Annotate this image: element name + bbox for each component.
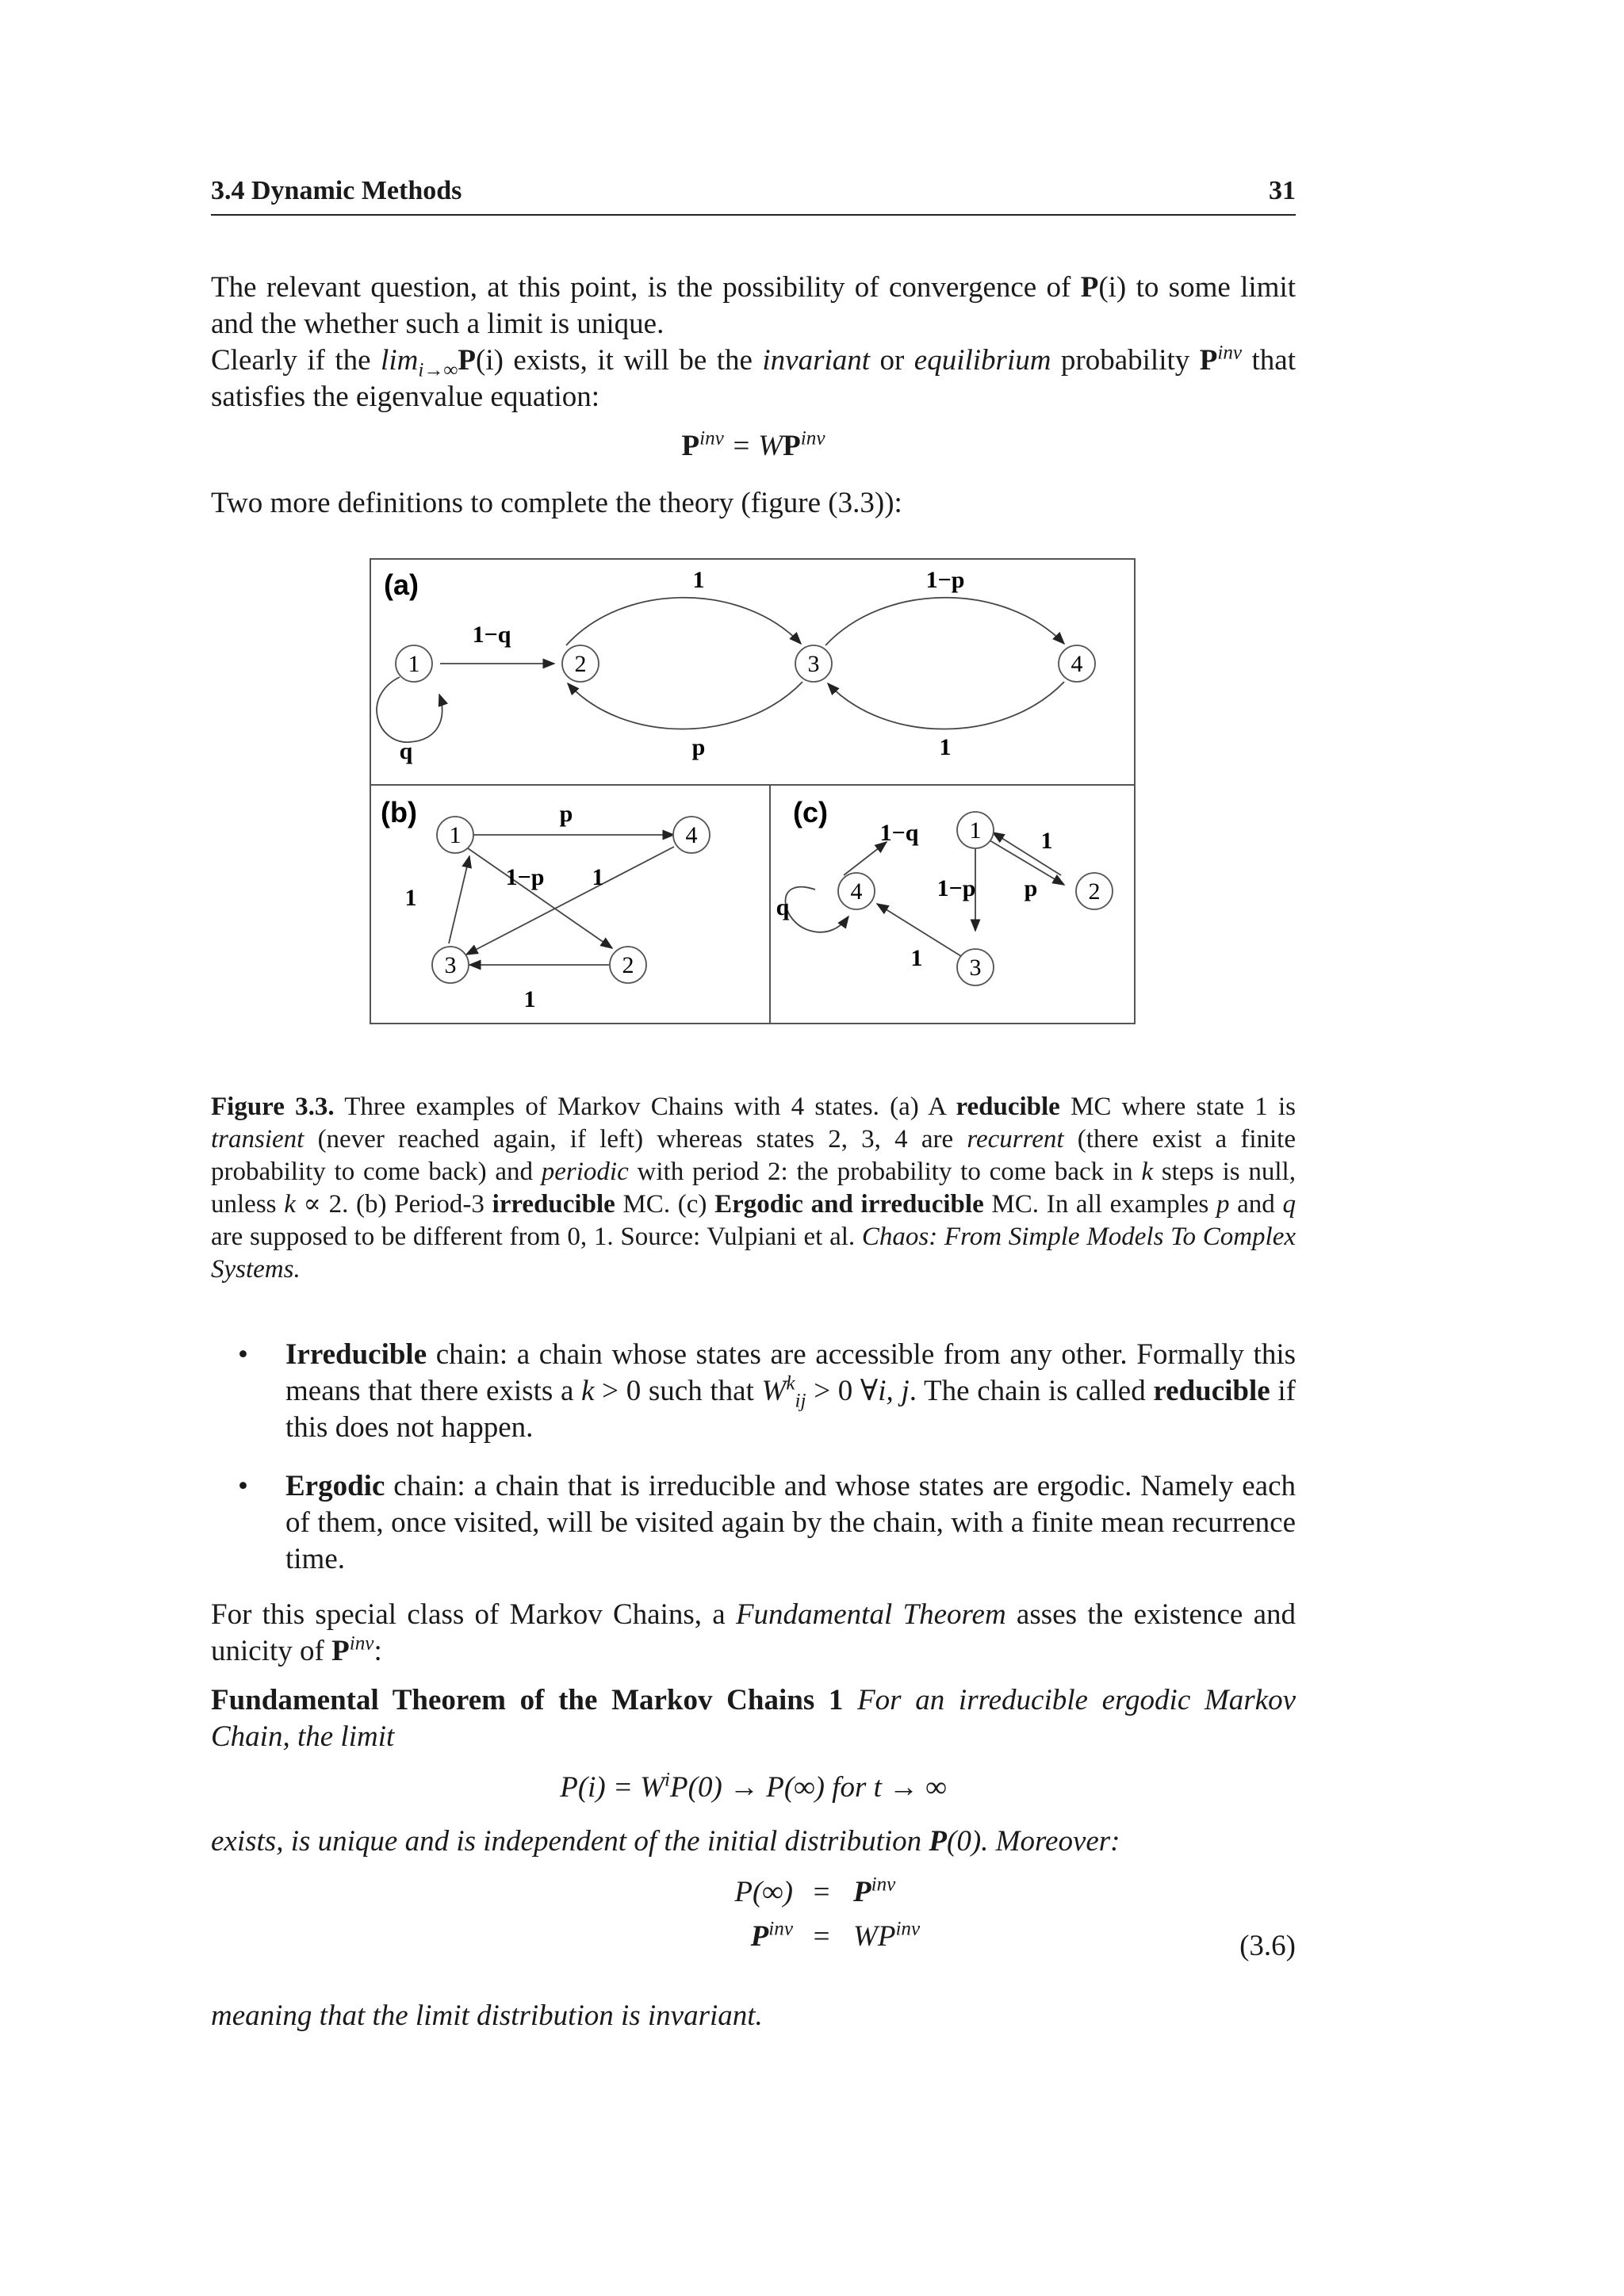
a-label-4-3: 1 <box>939 734 952 760</box>
panel-a <box>377 567 1095 764</box>
b-edge-3-1 <box>449 856 469 943</box>
c-label-2-1: 1 <box>1040 828 1053 854</box>
bullet-irreducible: • Irreducible chain: a chain whose states are accessible from any other. Formally this means that there exists a k > 0 such that $W^k_{ij} > 0$ ∀i, j. The chain is called reducible if this does not happen. <box>238 1338 1296 1444</box>
page-number: 31 <box>1269 176 1296 205</box>
a-node-2-label: 2 <box>574 651 587 677</box>
b-edge-1-2 <box>468 848 612 948</box>
eq-row1-rhs: $P^{inv}$ <box>853 1873 896 1908</box>
theorem-limit-equation: $P(i) = W^iP(0) \to P(\infty)$ for t → ∞ <box>560 1769 947 1804</box>
c-node-1-label: 1 <box>969 817 982 844</box>
markov-chain-figure <box>370 558 1136 1024</box>
intro-paragraph: The relevant question, at this point, is the possibility of convergence of P(i) to some limit and the whether such a limit is unique. Clearly if the $\lim_{i\to\infty}P(i)$ exists, it will be the invariant or equilibrium probability $P^{inv}$ that satisfies the eigenvalue equation: <box>211 271 1297 413</box>
eigenvalue-equation: $P^{inv} = WP^{inv}$ <box>681 427 825 462</box>
theorem-conclusion: meaning that the limit distribution is invariant. <box>211 1999 763 2032</box>
eq-row1-lhs: P(∞) <box>734 1876 793 1908</box>
a-label-1-2: 1−q <box>472 622 511 648</box>
running-header <box>211 176 1296 216</box>
b-label-1-4: p <box>559 801 573 827</box>
c-node-2-label: 2 <box>1088 878 1101 905</box>
bullet-dot: • <box>238 1470 248 1502</box>
c-node-3-label: 3 <box>969 955 982 981</box>
a-edge-3-2 <box>568 682 802 729</box>
c-label-1-3: 1−p <box>936 875 976 901</box>
a-node-3-label: 3 <box>807 651 820 677</box>
b-label-2-3: 1 <box>523 986 536 1012</box>
b-edge-4-3 <box>466 847 674 955</box>
a-label-3-2: p <box>691 734 706 760</box>
panel-b-tag: (b) <box>381 796 417 828</box>
theorem-intro: For this special class of Markov Chains, a Fundamental Theorem asses the existence and unicity of $P^{inv}$: <box>211 1598 1296 1667</box>
a-self-loop-1 <box>377 677 442 742</box>
panel-b <box>381 796 710 1012</box>
c-label-1-2: p <box>1024 875 1038 901</box>
b-node-4-label: 4 <box>685 822 698 848</box>
a-edge-3-4 <box>825 598 1064 645</box>
a-label-self: q <box>399 738 413 764</box>
c-node-4-label: 4 <box>850 878 863 905</box>
panel-a-tag: (a) <box>384 568 419 601</box>
definitions-intro: Two more definitions to complete the theory (figure (3.3)): <box>211 487 902 519</box>
eq-row1-equals: = <box>813 1876 830 1908</box>
c-edge-4-1 <box>844 842 887 875</box>
eq-row2-equals: = <box>813 1920 830 1953</box>
theorem-statement: Fundamental Theorem of the Markov Chains 1 For an irreducible ergodic Markov Chain, the limit <box>211 1684 1296 1753</box>
bullet-dot: • <box>238 1338 248 1371</box>
panel-c-tag: (c) <box>793 796 828 828</box>
eq-row2-rhs: $WP^{inv}$ <box>853 1918 921 1953</box>
eq-row2-lhs: $P^{inv}$ <box>750 1918 793 1953</box>
a-node-4-label: 4 <box>1071 651 1083 677</box>
a-label-3-4: 1−p <box>925 567 965 593</box>
b-label-3-1: 1 <box>404 885 417 911</box>
c-label-self: q <box>776 894 790 920</box>
b-node-1-label: 1 <box>449 822 462 848</box>
a-edge-2-3 <box>566 598 801 645</box>
a-label-2-3: 1 <box>692 567 705 593</box>
theorem-uniqueness: exists, is unique and is independent of the initial distribution P(0). Moreover: <box>211 1825 1120 1858</box>
c-label-3-4: 1 <box>910 945 923 971</box>
panel-c <box>776 796 1113 985</box>
b-label-1-2: 1−p <box>505 864 545 890</box>
a-node-1-label: 1 <box>408 651 420 677</box>
c-label-4-1: 1−q <box>879 820 919 846</box>
b-node-3-label: 3 <box>444 952 457 978</box>
b-node-2-label: 2 <box>622 952 634 978</box>
section-title: 3.4 Dynamic Methods <box>211 176 462 205</box>
equation-number: (3.6) <box>1239 1930 1296 1962</box>
b-label-4-3: 1 <box>592 864 604 890</box>
a-edge-4-3 <box>828 682 1064 729</box>
figure-caption: Figure 3.3. Three examples of Markov Chains with 4 states. (a) A reducible MC where state 1 is transient (never reached again, if left) whereas states 2, 3, 4 are recurrent (there exist a finite probability to come back) and periodic with period 2: the probability to come back in k steps is null, unless k ∝ 2. (b) Period-3 irreducible MC. (c) Ergodic and irreducible MC. In all examples p and q are supposed to be different from 0, 1. Source: Vulpiani et al. Chaos: From Simple Models To Complex Systems. <box>211 1093 1297 1284</box>
bullet-ergodic: • Ergodic chain: a chain that is irreducible and whose states are ergodic. Namely each of them, once visited, will be visited again by the chain, with a finite mean recurrence time. <box>238 1470 1296 1575</box>
